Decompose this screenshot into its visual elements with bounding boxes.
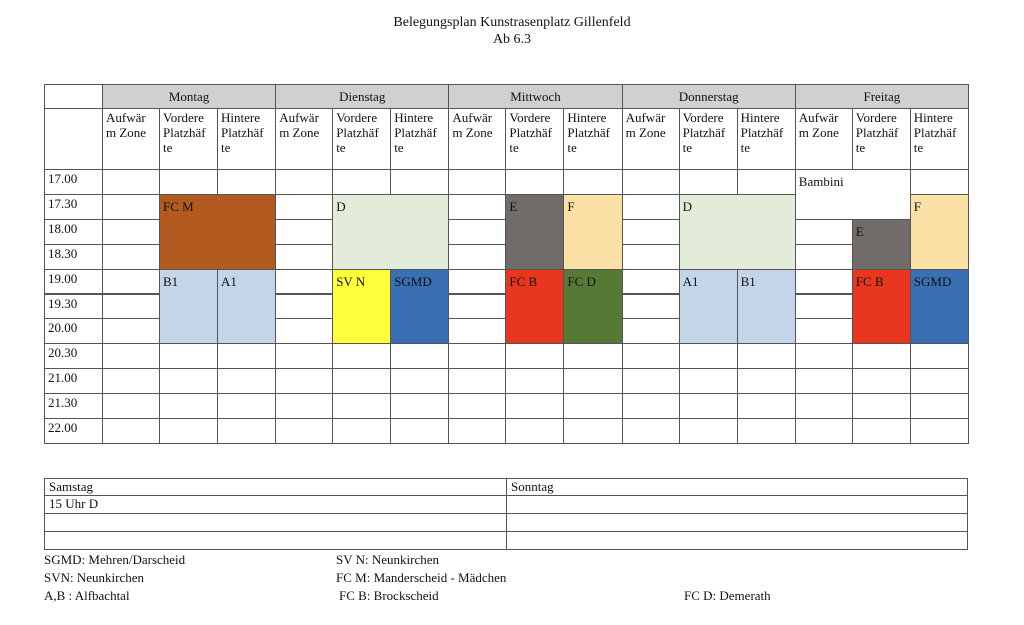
day-header: Dienstag bbox=[275, 84, 449, 109]
empty-slot bbox=[448, 244, 506, 270]
empty-slot bbox=[159, 368, 218, 394]
booking-block: D bbox=[679, 194, 796, 270]
empty-slot bbox=[217, 368, 276, 394]
booking-block: F bbox=[563, 194, 622, 270]
empty-slot bbox=[737, 393, 796, 419]
sunday-entry bbox=[506, 495, 968, 514]
empty-slot bbox=[563, 418, 622, 444]
empty-slot bbox=[505, 418, 564, 444]
empty-slot bbox=[737, 343, 796, 369]
booking-block: FC B bbox=[505, 269, 564, 345]
legend-fcm: FC M: Manderscheid - Mädchen bbox=[336, 570, 507, 585]
empty-slot bbox=[102, 418, 160, 444]
empty-slot bbox=[102, 393, 160, 419]
empty-slot bbox=[275, 219, 333, 245]
empty-slot bbox=[159, 169, 218, 195]
corner-cell bbox=[44, 84, 103, 109]
empty-slot bbox=[448, 393, 506, 419]
empty-slot bbox=[679, 343, 738, 369]
column-header: Vordere Platzhäf te bbox=[505, 108, 564, 170]
empty-slot bbox=[217, 169, 276, 195]
column-header: Vordere Platzhäf te bbox=[852, 108, 911, 170]
column-header: Hintere Platzhäf te bbox=[217, 108, 276, 170]
booking-block: FC B bbox=[852, 269, 911, 345]
empty-slot bbox=[332, 393, 391, 419]
empty-slot bbox=[852, 418, 911, 444]
booking-block: SGMD bbox=[390, 269, 449, 345]
empty-slot bbox=[737, 368, 796, 394]
empty-slot bbox=[563, 368, 622, 394]
empty-slot bbox=[622, 393, 680, 419]
empty-slot bbox=[795, 368, 853, 394]
empty-slot bbox=[679, 418, 738, 444]
empty-slot bbox=[795, 318, 853, 344]
sunday-header: Sonntag bbox=[506, 478, 968, 496]
column-header: Hintere Platzhäf te bbox=[563, 108, 622, 170]
empty-slot bbox=[275, 368, 333, 394]
empty-slot bbox=[795, 269, 853, 295]
empty-slot bbox=[795, 343, 853, 369]
weekend-table bbox=[44, 478, 968, 550]
empty-slot bbox=[910, 368, 969, 394]
booking-block: FC M bbox=[159, 194, 276, 270]
saturday-row bbox=[44, 531, 507, 550]
saturday-entry: 15 Uhr D bbox=[44, 495, 507, 514]
booking-block: FC D bbox=[563, 269, 622, 345]
empty-slot bbox=[102, 294, 160, 320]
empty-slot bbox=[563, 169, 622, 195]
time-label: 18.30 bbox=[44, 244, 103, 270]
empty-slot bbox=[275, 244, 333, 270]
empty-slot bbox=[622, 343, 680, 369]
booking-block: A1 bbox=[217, 269, 276, 345]
empty-slot bbox=[102, 219, 160, 245]
booking-block: E bbox=[852, 219, 911, 270]
corner-cell bbox=[44, 108, 103, 170]
empty-slot bbox=[390, 169, 449, 195]
day-header: Montag bbox=[102, 84, 276, 109]
time-label: 22.00 bbox=[44, 418, 103, 444]
empty-slot bbox=[448, 343, 506, 369]
empty-slot bbox=[448, 169, 506, 195]
column-header: Hintere Platzhäf te bbox=[737, 108, 796, 170]
booking-block: D bbox=[332, 194, 449, 270]
empty-slot bbox=[332, 368, 391, 394]
time-label: 20.00 bbox=[44, 318, 103, 344]
saturday-row bbox=[44, 513, 507, 532]
empty-slot bbox=[102, 244, 160, 270]
day-header: Freitag bbox=[795, 84, 969, 109]
plan-title: Belegungsplan Kunstrasenplatz Gillenfeld bbox=[393, 15, 631, 30]
empty-slot bbox=[448, 269, 506, 295]
empty-slot bbox=[910, 343, 969, 369]
time-label: 20.30 bbox=[44, 343, 103, 369]
empty-slot bbox=[622, 169, 680, 195]
empty-slot bbox=[679, 368, 738, 394]
empty-slot bbox=[622, 418, 680, 444]
booking-block: B1 bbox=[159, 269, 218, 345]
empty-slot bbox=[563, 393, 622, 419]
empty-slot bbox=[102, 343, 160, 369]
column-header: Aufwär m Zone bbox=[102, 108, 160, 170]
empty-slot bbox=[275, 269, 333, 295]
empty-slot bbox=[275, 393, 333, 419]
empty-slot bbox=[622, 194, 680, 220]
legend-fcd: FC D: Demerath bbox=[684, 588, 771, 603]
time-label: 21.00 bbox=[44, 368, 103, 394]
time-label: 21.30 bbox=[44, 393, 103, 419]
sunday-row bbox=[506, 513, 968, 532]
empty-slot bbox=[852, 393, 911, 419]
empty-slot bbox=[795, 393, 853, 419]
empty-slot bbox=[448, 368, 506, 394]
day-header: Donnerstag bbox=[622, 84, 796, 109]
empty-slot bbox=[448, 418, 506, 444]
column-header: Aufwär m Zone bbox=[795, 108, 853, 170]
empty-slot bbox=[448, 219, 506, 245]
empty-slot bbox=[332, 169, 391, 195]
column-header: Vordere Platzhäf te bbox=[679, 108, 738, 170]
empty-slot bbox=[622, 219, 680, 245]
empty-slot bbox=[852, 368, 911, 394]
empty-slot bbox=[390, 393, 449, 419]
empty-slot bbox=[795, 418, 853, 444]
weekly-schedule-table bbox=[44, 84, 968, 443]
empty-slot bbox=[852, 343, 911, 369]
empty-slot bbox=[102, 169, 160, 195]
empty-slot bbox=[102, 368, 160, 394]
empty-slot bbox=[737, 169, 796, 195]
column-header: Vordere Platzhäf te bbox=[332, 108, 391, 170]
empty-slot bbox=[102, 194, 160, 220]
empty-slot bbox=[679, 169, 738, 195]
booking-block: SV N bbox=[332, 269, 391, 345]
empty-slot bbox=[795, 244, 853, 270]
empty-slot bbox=[275, 318, 333, 344]
saturday-header: Samstag bbox=[44, 478, 507, 496]
column-header: Aufwär m Zone bbox=[622, 108, 680, 170]
empty-slot bbox=[275, 418, 333, 444]
empty-slot bbox=[332, 343, 391, 369]
empty-slot bbox=[505, 368, 564, 394]
empty-slot bbox=[448, 194, 506, 220]
booking-block: A1 bbox=[679, 269, 738, 345]
empty-slot bbox=[448, 318, 506, 344]
booking-block: E bbox=[505, 194, 564, 270]
empty-slot bbox=[275, 343, 333, 369]
column-header: Hintere Platzhäf te bbox=[910, 108, 969, 170]
empty-slot bbox=[737, 418, 796, 444]
empty-slot bbox=[505, 343, 564, 369]
legend-fcb: FC B: Brockscheid bbox=[339, 588, 439, 603]
plan-subtitle: Ab 6.3 bbox=[492, 32, 532, 47]
empty-slot bbox=[505, 393, 564, 419]
empty-slot bbox=[275, 169, 333, 195]
time-label: 17.30 bbox=[44, 194, 103, 220]
legend-ab: A,B : Alfbachtal bbox=[44, 588, 130, 603]
day-header: Mittwoch bbox=[448, 84, 622, 109]
empty-slot bbox=[622, 244, 680, 270]
booking-block: B1 bbox=[737, 269, 796, 345]
empty-slot bbox=[102, 269, 160, 295]
time-label: 17.00 bbox=[44, 169, 103, 195]
legend-svn: SV N: Neunkirchen bbox=[336, 552, 440, 567]
legend-sgmd: SGMD: Mehren/Darscheid bbox=[44, 552, 186, 567]
empty-slot bbox=[910, 169, 969, 195]
time-label: 19.30 bbox=[44, 294, 103, 320]
booking-block: SGMD bbox=[910, 269, 969, 345]
column-header: Aufwär m Zone bbox=[448, 108, 506, 170]
empty-slot bbox=[505, 169, 564, 195]
empty-slot bbox=[390, 368, 449, 394]
empty-slot bbox=[795, 219, 853, 245]
empty-slot bbox=[622, 318, 680, 344]
empty-slot bbox=[390, 343, 449, 369]
empty-slot bbox=[622, 269, 680, 295]
empty-slot bbox=[332, 418, 391, 444]
empty-slot bbox=[563, 343, 622, 369]
empty-slot bbox=[159, 418, 218, 444]
empty-slot bbox=[217, 393, 276, 419]
empty-slot bbox=[102, 318, 160, 344]
legend-svn-alt: SVN: Neunkirchen bbox=[44, 570, 145, 585]
empty-slot bbox=[217, 343, 276, 369]
empty-slot bbox=[910, 393, 969, 419]
time-label: 19.00 bbox=[44, 269, 103, 295]
booking-block: Bambini bbox=[795, 169, 911, 220]
time-label: 18.00 bbox=[44, 219, 103, 245]
empty-slot bbox=[679, 393, 738, 419]
empty-slot bbox=[217, 418, 276, 444]
empty-slot bbox=[910, 418, 969, 444]
column-header: Hintere Platzhäf te bbox=[390, 108, 449, 170]
booking-block: F bbox=[910, 194, 969, 270]
empty-slot bbox=[390, 418, 449, 444]
empty-slot bbox=[622, 368, 680, 394]
empty-slot bbox=[159, 393, 218, 419]
empty-slot bbox=[622, 294, 680, 320]
empty-slot bbox=[275, 294, 333, 320]
sunday-row bbox=[506, 531, 968, 550]
column-header: Vordere Platzhäf te bbox=[159, 108, 218, 170]
column-header: Aufwär m Zone bbox=[275, 108, 333, 170]
empty-slot bbox=[159, 343, 218, 369]
document-title bbox=[0, 14, 1024, 48]
empty-slot bbox=[448, 294, 506, 320]
empty-slot bbox=[795, 294, 853, 320]
empty-slot bbox=[275, 194, 333, 220]
